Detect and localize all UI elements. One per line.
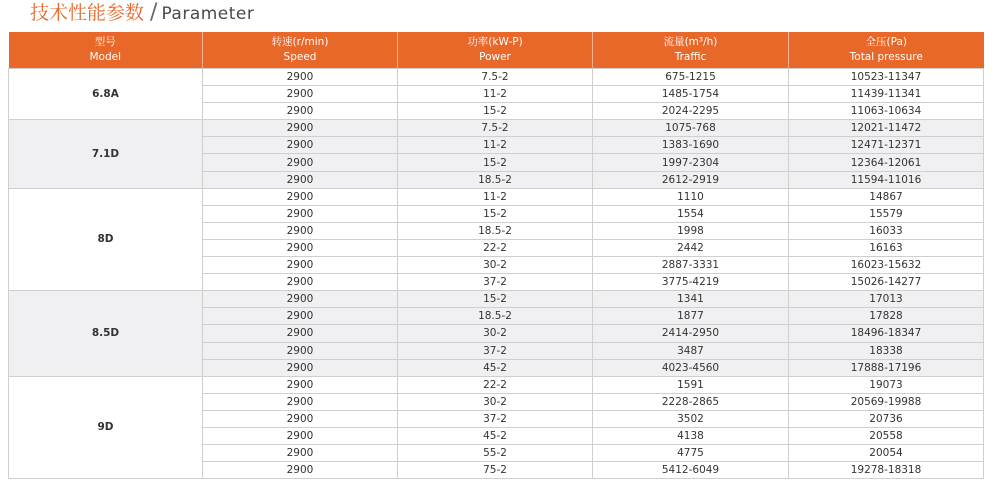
traffic-cell: 4138 — [593, 427, 789, 444]
traffic-cell: 1554 — [593, 205, 789, 222]
speed-cell: 2900 — [203, 86, 398, 103]
traffic-cell: 1075-768 — [593, 120, 789, 137]
speed-cell: 2900 — [203, 69, 398, 86]
speed-cell: 2900 — [203, 103, 398, 120]
traffic-cell: 5412-6049 — [593, 462, 789, 479]
header-speed-cn: 转速(r/min) — [271, 36, 329, 48]
traffic-cell: 1997-2304 — [593, 154, 789, 171]
header-power-cn: 功率(kW-P) — [467, 36, 523, 48]
pressure-cell: 11063-10634 — [789, 103, 984, 120]
header-speed — [203, 32, 398, 69]
pressure-cell: 17888-17196 — [789, 359, 984, 376]
power-cell: 22-2 — [398, 376, 593, 393]
pressure-cell: 11594-11016 — [789, 171, 984, 188]
speed-cell: 2900 — [203, 308, 398, 325]
power-cell: 15-2 — [398, 154, 593, 171]
power-cell: 55-2 — [398, 445, 593, 462]
table-header — [9, 32, 984, 69]
speed-cell: 2900 — [203, 257, 398, 274]
traffic-cell: 2414-2950 — [593, 325, 789, 342]
traffic-cell: 3487 — [593, 342, 789, 359]
power-cell: 18.5-2 — [398, 222, 593, 239]
pressure-cell: 18338 — [789, 342, 984, 359]
traffic-cell: 2442 — [593, 239, 789, 256]
power-cell: 37-2 — [398, 410, 593, 427]
header-traffic-cn: 流量(m³/h) — [663, 36, 718, 48]
power-cell: 15-2 — [398, 103, 593, 120]
pressure-cell: 15579 — [789, 205, 984, 222]
pressure-cell: 15026-14277 — [789, 274, 984, 291]
speed-cell: 2900 — [203, 325, 398, 342]
traffic-cell: 1341 — [593, 291, 789, 308]
header-row — [9, 32, 984, 69]
pressure-cell: 18496-18347 — [789, 325, 984, 342]
pressure-cell: 17013 — [789, 291, 984, 308]
traffic-cell: 1877 — [593, 308, 789, 325]
header-model-en: Model — [89, 51, 122, 63]
speed-cell: 2900 — [203, 171, 398, 188]
page-title — [30, 0, 254, 28]
pressure-cell: 16023-15632 — [789, 257, 984, 274]
power-cell: 30-2 — [398, 257, 593, 274]
table-row — [9, 188, 984, 205]
header-total-pressure-en: Total pressure — [849, 51, 923, 63]
speed-cell: 2900 — [203, 342, 398, 359]
speed-cell: 2900 — [203, 359, 398, 376]
traffic-cell: 3775-4219 — [593, 274, 789, 291]
model-cell: 8.5D — [9, 291, 203, 376]
table-body — [9, 69, 984, 479]
power-cell: 11-2 — [398, 137, 593, 154]
speed-cell: 2900 — [203, 393, 398, 410]
speed-cell: 2900 — [203, 222, 398, 239]
table-row — [9, 120, 984, 137]
model-cell: 6.8A — [9, 69, 203, 120]
speed-cell: 2900 — [203, 205, 398, 222]
header-traffic — [593, 32, 789, 69]
traffic-cell: 1591 — [593, 376, 789, 393]
speed-cell: 2900 — [203, 137, 398, 154]
traffic-cell: 4775 — [593, 445, 789, 462]
speed-cell: 2900 — [203, 427, 398, 444]
power-cell: 75-2 — [398, 462, 593, 479]
table-row — [9, 291, 984, 308]
pressure-cell: 20569-19988 — [789, 393, 984, 410]
power-cell: 15-2 — [398, 291, 593, 308]
title-chinese: 技术性能参数 — [30, 2, 145, 24]
table-row — [9, 376, 984, 393]
pressure-cell: 17828 — [789, 308, 984, 325]
header-speed-en: Speed — [283, 51, 317, 63]
model-cell: 9D — [9, 376, 203, 479]
speed-cell: 2900 — [203, 188, 398, 205]
model-cell: 8D — [9, 188, 203, 291]
power-cell: 7.5-2 — [398, 120, 593, 137]
pressure-cell: 12364-12061 — [789, 154, 984, 171]
power-cell: 15-2 — [398, 205, 593, 222]
power-cell: 45-2 — [398, 359, 593, 376]
pressure-cell: 20054 — [789, 445, 984, 462]
traffic-cell: 2612-2919 — [593, 171, 789, 188]
power-cell: 30-2 — [398, 325, 593, 342]
pressure-cell: 14867 — [789, 188, 984, 205]
pressure-cell: 20736 — [789, 410, 984, 427]
traffic-cell: 2887-3331 — [593, 257, 789, 274]
header-model-cn: 型号 — [94, 36, 116, 48]
pressure-cell: 12021-11472 — [789, 120, 984, 137]
traffic-cell: 2024-2295 — [593, 103, 789, 120]
parameter-table — [8, 32, 984, 479]
speed-cell: 2900 — [203, 274, 398, 291]
speed-cell: 2900 — [203, 239, 398, 256]
header-model — [9, 32, 203, 69]
speed-cell: 2900 — [203, 291, 398, 308]
pressure-cell: 10523-11347 — [789, 69, 984, 86]
power-cell: 30-2 — [398, 393, 593, 410]
speed-cell: 2900 — [203, 154, 398, 171]
power-cell: 37-2 — [398, 342, 593, 359]
power-cell: 7.5-2 — [398, 69, 593, 86]
power-cell: 45-2 — [398, 427, 593, 444]
speed-cell: 2900 — [203, 445, 398, 462]
traffic-cell: 1998 — [593, 222, 789, 239]
power-cell: 18.5-2 — [398, 171, 593, 188]
header-power — [398, 32, 593, 69]
traffic-cell: 2228-2865 — [593, 393, 789, 410]
power-cell: 11-2 — [398, 188, 593, 205]
traffic-cell: 4023-4560 — [593, 359, 789, 376]
pressure-cell: 16033 — [789, 222, 984, 239]
pressure-cell: 20558 — [789, 427, 984, 444]
power-cell: 37-2 — [398, 274, 593, 291]
traffic-cell: 3502 — [593, 410, 789, 427]
traffic-cell: 1110 — [593, 188, 789, 205]
pressure-cell: 16163 — [789, 239, 984, 256]
power-cell: 18.5-2 — [398, 308, 593, 325]
header-total-pressure — [789, 32, 984, 69]
model-cell: 7.1D — [9, 120, 203, 188]
traffic-cell: 1485-1754 — [593, 86, 789, 103]
pressure-cell: 11439-11341 — [789, 86, 984, 103]
pressure-cell: 19073 — [789, 376, 984, 393]
header-total-pressure-cn: 全压(Pa) — [865, 36, 907, 48]
speed-cell: 2900 — [203, 462, 398, 479]
header-traffic-en: Traffic — [674, 51, 707, 63]
title-english: Parameter — [161, 4, 255, 24]
power-cell: 11-2 — [398, 86, 593, 103]
header-power-en: Power — [479, 51, 511, 63]
power-cell: 22-2 — [398, 239, 593, 256]
traffic-cell: 1383-1690 — [593, 137, 789, 154]
pressure-cell: 19278-18318 — [789, 462, 984, 479]
traffic-cell: 675-1215 — [593, 69, 789, 86]
pressure-cell: 12471-12371 — [789, 137, 984, 154]
speed-cell: 2900 — [203, 376, 398, 393]
title-separator: / — [150, 0, 158, 25]
speed-cell: 2900 — [203, 410, 398, 427]
table-row — [9, 69, 984, 86]
speed-cell: 2900 — [203, 120, 398, 137]
